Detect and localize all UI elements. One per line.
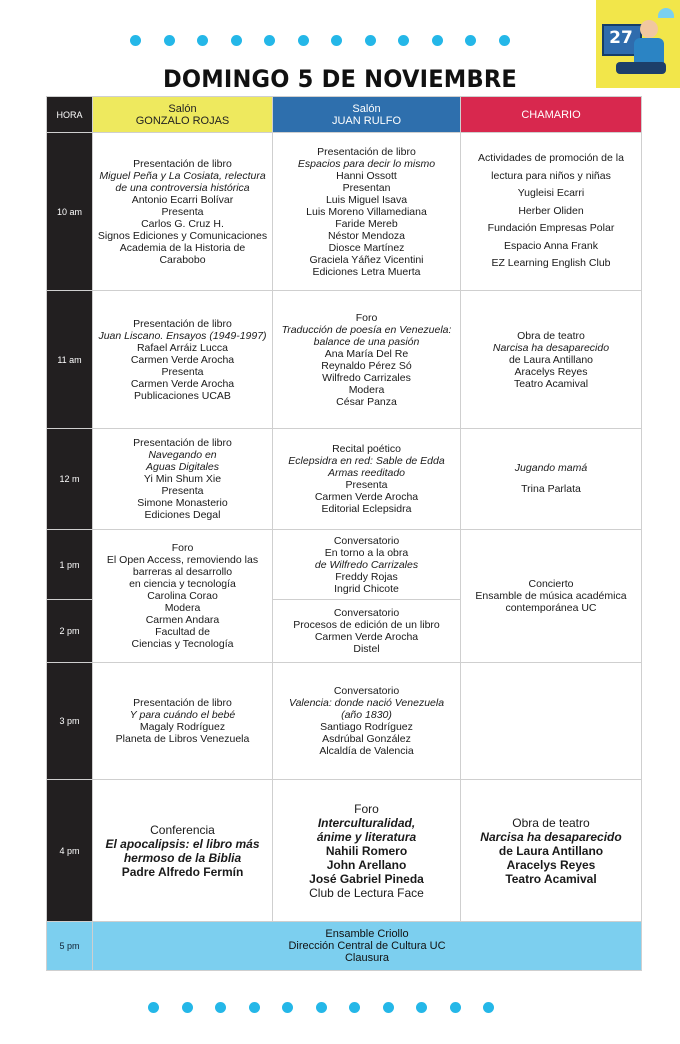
event-line: Aguas Digitales [146, 461, 219, 473]
event-line: Academia de la Historia de [119, 241, 246, 254]
event-cell [93, 291, 273, 429]
event-line: Narcisa ha desaparecido [492, 341, 610, 354]
event-cell [273, 291, 461, 429]
hour-cell: 10 am [47, 133, 93, 291]
hour-cell: 5 pm [47, 922, 93, 971]
event-line: de Wilfredo Carrizales [314, 558, 419, 571]
event-line: Carmen Andara [145, 614, 220, 626]
event-line: Espacio Anna Frank [504, 239, 598, 252]
event-line: Conversatorio [333, 685, 400, 697]
event-line: Valencia: donde nació Venezuela [288, 697, 445, 709]
event-line: Ingrid Chicote [334, 582, 399, 595]
event-line: Alcaldía de Valencia [319, 745, 414, 757]
event-cell-empty [461, 663, 642, 780]
event-line: Signos Ediciones y Comunicaciones [97, 229, 268, 242]
event-line: Presentación de libro [133, 317, 232, 330]
event-line: Modera [164, 602, 201, 614]
event-line: Presentan [342, 181, 391, 194]
schedule-table [46, 96, 642, 971]
event-line: Armas reeditado [327, 467, 406, 479]
row-3pm [47, 663, 642, 780]
event-line: Carlos G. Cruz H. [141, 217, 224, 230]
event-line: Presenta [161, 205, 204, 218]
hour-cell: 3 pm [47, 663, 93, 780]
event-line: contemporánea UC [505, 602, 597, 614]
event-line: Carmen Verde Arocha [314, 491, 419, 503]
event-line: de Laura Antillano [498, 843, 604, 858]
event-line: Luis Miguel Isava [325, 193, 408, 206]
event-line: lectura para niños y niñas [491, 169, 611, 182]
event-cell [273, 663, 461, 780]
event-line: Conversatorio [333, 534, 400, 547]
event-line: Jugando mamá [514, 462, 588, 474]
event-line: Fundación Empresas Polar [487, 222, 615, 235]
row-12m [47, 429, 642, 530]
row-4pm [47, 780, 642, 922]
event-line: Hanni Ossott [336, 169, 397, 182]
event-line: Foro [171, 542, 194, 554]
event-line: Presenta [161, 365, 204, 378]
event-line: balance de una pasión [313, 335, 420, 348]
hour-cell: 12 m [47, 429, 93, 530]
event-line: Wilfredo Carrizales [322, 371, 411, 384]
event-line: John Arellano [326, 857, 407, 872]
event-line: Ensamble de música académica [475, 590, 627, 602]
closing-event-cell [93, 922, 642, 971]
event-cell [93, 133, 273, 291]
event-cell [273, 600, 461, 663]
event-cell [461, 133, 642, 291]
event-line: En torno a la obra [324, 546, 409, 559]
event-line: Yugleisi Ecarri [517, 187, 585, 200]
event-cell [93, 780, 273, 922]
event-line: Narcisa ha desaparecido [480, 829, 622, 844]
page-title: DOMINGO 5 DE NOVIEMBRE [162, 65, 517, 93]
event-line: Faride Mereb [335, 217, 398, 230]
event-cell [273, 780, 461, 922]
event-cell [461, 780, 642, 922]
event-line: Interculturalidad, [317, 815, 416, 830]
event-line: de una controversia histórica [115, 181, 250, 194]
event-line: Trina Parlata [521, 483, 581, 495]
event-line: Obra de teatro [517, 329, 585, 342]
event-line: Actividades de promoción de la [478, 152, 624, 165]
event-line: Club de Lectura Face [309, 885, 424, 900]
event-line: Graciela Yáñez Vicentini [309, 253, 424, 266]
hour-cell: 2 pm [47, 600, 93, 663]
event-line: de Laura Antillano [508, 353, 594, 366]
event-line: EZ Learning English Club [491, 257, 611, 270]
event-line: Conferencia [150, 822, 215, 837]
event-line: Presenta [161, 485, 204, 497]
event-line: Juan Liscano. Ensayos (1949-1997) [98, 329, 267, 342]
event-line: en ciencia y tecnología [129, 578, 236, 590]
event-line: Carmen Verde Arocha [130, 377, 235, 390]
hour-cell: 11 am [47, 291, 93, 429]
event-line: barreras al desarrollo [132, 566, 233, 578]
event-line: Simone Monasterio [137, 497, 228, 509]
event-line: Magaly Rodríguez [139, 721, 226, 733]
event-cell [273, 530, 461, 600]
event-line: Antonio Ecarri Bolívar [131, 193, 234, 206]
header-salon-juan-rulfo: Salón JUAN RULFO [273, 97, 461, 133]
event-line: Ediciones Degal [144, 509, 221, 521]
event-line: Néstor Mendoza [327, 229, 406, 242]
event-line: Presentación de libro [133, 437, 232, 449]
hour-cell: 1 pm [47, 530, 93, 600]
event-line: Y para cuándo el bebé [129, 709, 236, 721]
event-line: Asdrúbal González [322, 733, 411, 745]
event-line: Teatro Acamival [513, 377, 589, 390]
event-line: Conversatorio [333, 607, 400, 619]
event-cell [273, 133, 461, 291]
row-1pm [47, 530, 642, 600]
event-line: Santiago Rodríguez [320, 721, 413, 733]
event-line: Padre Alfredo Fermín [121, 864, 244, 879]
event-line: Clausura [344, 952, 390, 964]
bottom-dot-row [148, 1002, 494, 1013]
event-line: El Open Access, removiendo las [106, 554, 259, 566]
event-line: Ciencias y Tecnología [131, 638, 234, 650]
page-number: 27 [609, 28, 633, 48]
event-line: Espacios para decir lo mismo [297, 157, 436, 170]
header-hora: HORA [47, 97, 93, 133]
event-cell [93, 530, 273, 663]
event-cell [461, 429, 642, 530]
event-line: hermoso de la Biblia [123, 850, 242, 865]
event-line: Ensamble Criollo [325, 928, 409, 940]
event-cell [93, 663, 273, 780]
event-line: Teatro Acamival [505, 871, 597, 886]
row-5pm [47, 922, 642, 971]
event-line: Eclepsidra en red: Sable de Edda [288, 455, 445, 467]
reader-head-illustration [640, 20, 658, 38]
header-chamario: CHAMARIO [461, 97, 642, 133]
event-line: El apocalipsis: el libro más [105, 836, 260, 851]
header-row [47, 97, 642, 133]
event-line: Facultad de [155, 626, 210, 638]
event-line: Modera [348, 383, 385, 396]
event-line: Yi Min Shum Xie [143, 473, 222, 485]
event-line: Freddy Rojas [335, 570, 398, 583]
event-line: Foro [354, 801, 379, 816]
event-line: (año 1830) [341, 709, 392, 721]
event-line: Aracelys Reyes [514, 365, 588, 378]
event-line: Miguel Peña y La Cosiata, relectura [99, 169, 266, 182]
event-line: Carabobo [159, 253, 206, 266]
event-line: Herber Oliden [518, 204, 584, 217]
event-line: Distel [353, 643, 380, 655]
event-line: Traducción de poesía en Venezuela: [281, 323, 452, 336]
event-line: Rafael Arráiz Lucca [136, 341, 229, 354]
event-line: Navegando en [148, 449, 217, 461]
event-line: César Panza [336, 395, 397, 408]
event-cell [93, 429, 273, 530]
row-10am [47, 133, 642, 291]
event-line: Ediciones Letra Muerta [312, 265, 421, 278]
header-salon-gonzalo-rojas: Salón GONZALO ROJAS [93, 97, 273, 133]
event-line: ánime y literatura [316, 829, 417, 844]
event-line: Aracelys Reyes [506, 857, 596, 872]
row-11am [47, 291, 642, 429]
event-cell [273, 429, 461, 530]
lamp-illustration [658, 8, 674, 18]
event-line: Dirección Central de Cultura UC [288, 940, 446, 952]
event-line: Publicaciones UCAB [134, 389, 231, 402]
event-line: Reynaldo Pérez Só [321, 359, 412, 372]
event-line: Recital poético [332, 443, 401, 455]
event-line: Obra de teatro [512, 815, 590, 830]
event-line: Concierto [528, 578, 574, 590]
event-line: Presentación de libro [317, 145, 416, 158]
event-line: Procesos de edición de un libro [293, 619, 440, 631]
event-line: Presenta [345, 479, 388, 491]
event-line: Nahili Romero [325, 843, 408, 858]
event-line: Carmen Verde Arocha [314, 631, 419, 643]
event-cell [461, 530, 642, 663]
event-line: Carolina Corao [147, 590, 218, 602]
event-line: Ana María Del Re [324, 347, 409, 360]
event-cell [461, 291, 642, 429]
event-line: Editorial Eclepsidra [321, 503, 412, 515]
event-line: Presentación de libro [133, 697, 232, 709]
top-dot-row [130, 35, 510, 46]
event-line: José Gabriel Pineda [309, 871, 424, 886]
event-line: Planeta de Libros Venezuela [115, 733, 250, 745]
event-line: Carmen Verde Arocha [130, 353, 235, 366]
event-line: Diosce Martínez [328, 241, 405, 254]
event-line: Foro [355, 311, 378, 324]
event-line: Luis Moreno Villamediana [306, 205, 427, 218]
hour-cell: 4 pm [47, 780, 93, 922]
event-line: Presentación de libro [133, 157, 232, 170]
